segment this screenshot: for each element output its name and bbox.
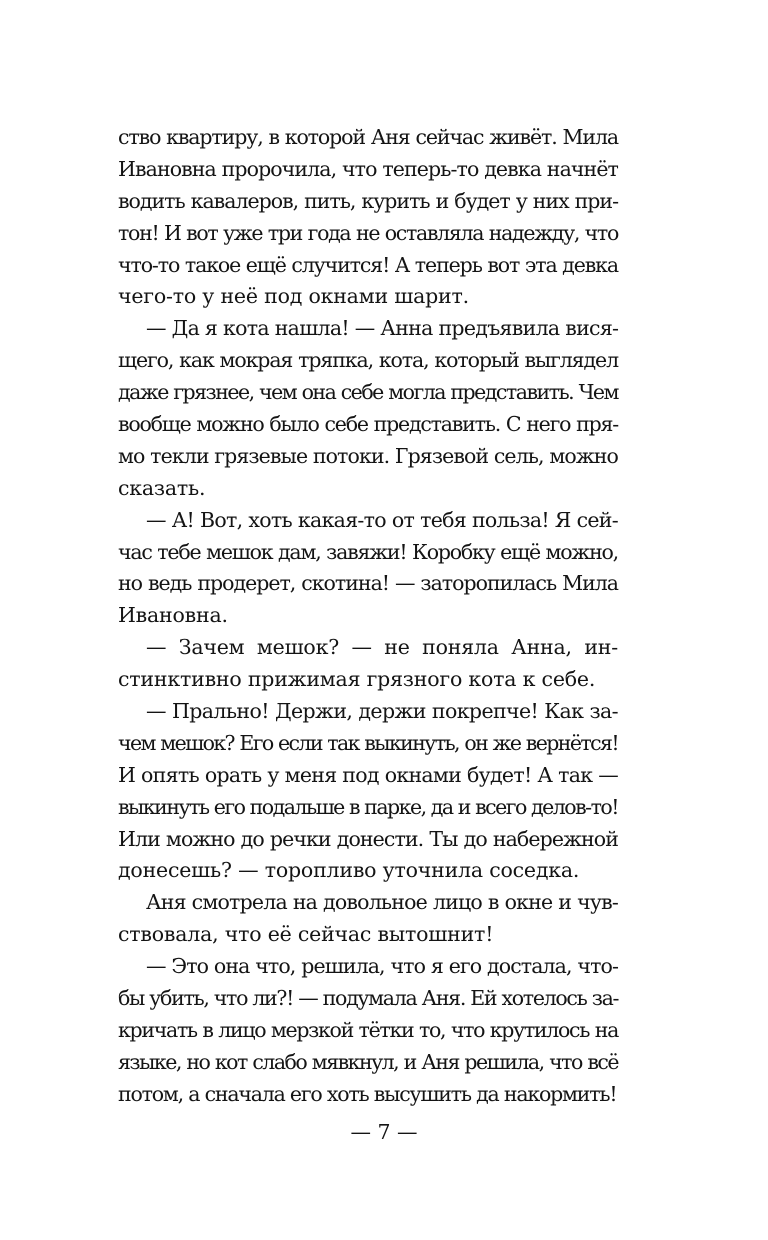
page-number: — 7 — <box>350 1120 418 1144</box>
text-line: ство квартиру, в которой Аня сейчас живёт. Мила <box>118 125 618 149</box>
text-line: Ивановна пророчила, что теперь-то девка начнёт <box>118 156 618 181</box>
text-line: Или можно до речки донести. Ты до набережной <box>118 826 618 851</box>
text-line: но ведь продерет, скотина! — заторопилась Мила <box>118 571 618 596</box>
text-line: выкинуть его подальше в парке, да и всего делов-то! <box>118 794 618 819</box>
text-line: Аня смотрела на довольное лицо в окне и чув- <box>146 890 618 915</box>
text-line: — А! Вот, хоть какая-то от тебя польза! Я сей- <box>146 507 618 532</box>
text-line: языке, но кот слабо мявкнул, и Аня решила, что всё <box>118 1049 618 1074</box>
text-line: мо текли грязевые потоки. Грязевой сель, можно <box>118 443 618 468</box>
text-line: водить кавалеров, пить, курить и будет у них при- <box>118 188 618 213</box>
text-line: И опять орать у меня под окнами будет! А так — <box>118 762 618 787</box>
text-line: стинктивно прижимая грязного кота к себе. <box>118 667 596 692</box>
text-line: кричать в лицо мерзкой тётки то, что крутилось на <box>118 1017 618 1042</box>
text-line: потом, а сначала его хоть высушить да накормить! <box>118 1081 617 1106</box>
text-line: донесешь? — торопливо уточнила соседка. <box>118 858 580 883</box>
text-line: — Да я кота нашла! — Анна предъявила вися- <box>146 316 619 341</box>
text-line: Ивановна. <box>118 603 228 628</box>
text-line: тон! И вот уже три года не оставляла надежду, что <box>118 220 618 245</box>
text-line: сказать. <box>118 475 206 500</box>
text-line: щего, как мокрая тряпка, кота, который выглядел <box>118 348 618 373</box>
text-line: — Это она что, решила, что я его достала, что- <box>146 954 618 979</box>
text-line: — Зачем мешок? — не поняла Анна, ин- <box>146 635 618 660</box>
text-line: ствовала, что её сейчас вытошнит! <box>118 922 494 947</box>
body-text <box>118 122 618 1111</box>
text-line: чем мешок? Его если так выкинуть, он же вернётся! <box>118 730 618 755</box>
text-line: чего-то у неё под окнами шарит. <box>118 284 469 309</box>
text-line: час тебе мешок дам, завяжи! Коробку ещё можно, <box>118 539 618 564</box>
text-line: что-то такое ещё случится! А теперь вот эта девка <box>118 252 618 277</box>
text-line: бы убить, что ли?! — подумала Аня. Ей хотелось за- <box>118 986 619 1011</box>
text-line: даже грязнее, чем она себе могла представить. Чем <box>118 380 618 405</box>
text-line: — Прально! Держи, держи покрепче! Как за- <box>146 699 618 724</box>
text-line: вообще можно было себе представить. С него пря- <box>118 412 618 437</box>
